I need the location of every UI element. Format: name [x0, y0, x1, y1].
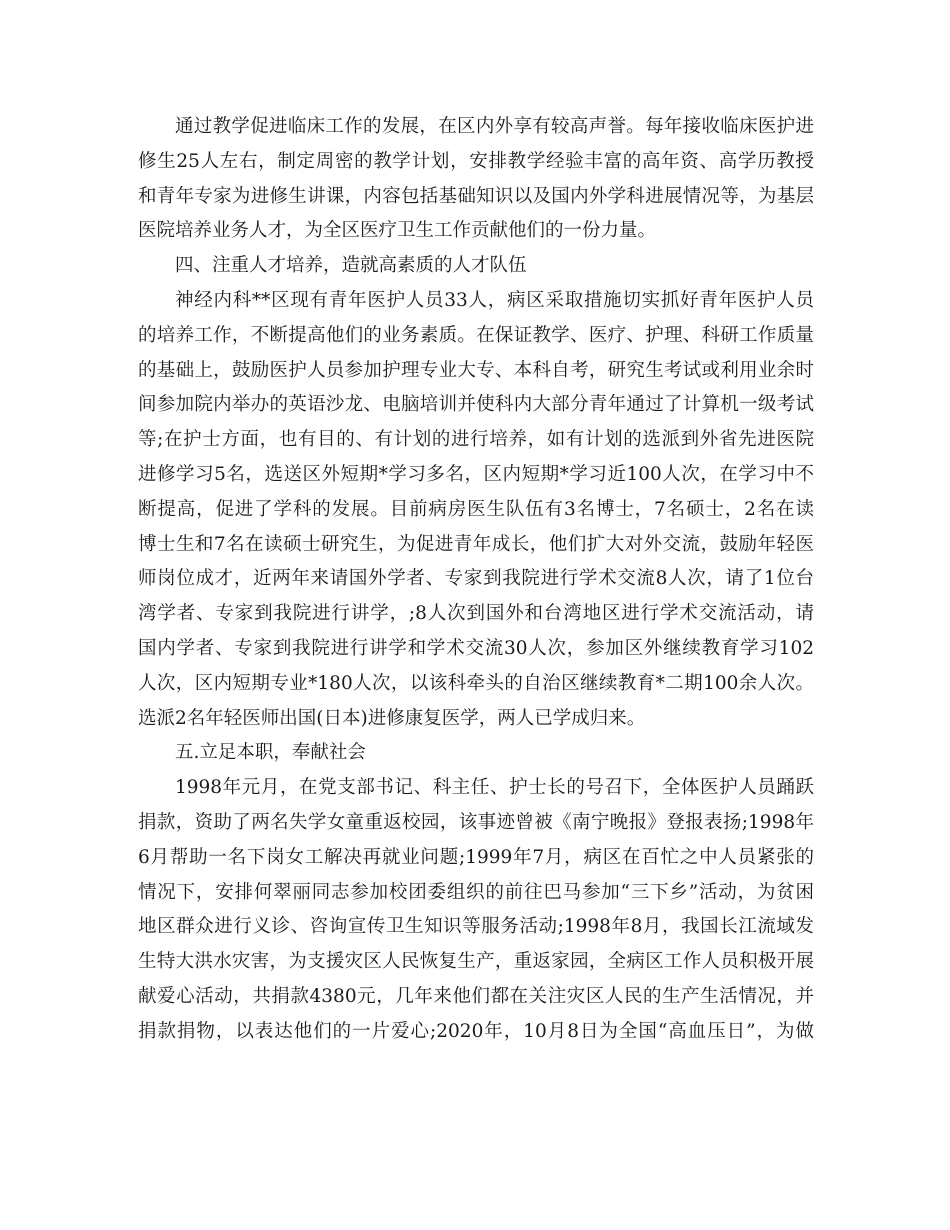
text-line: 进修学习5名，选送区外短期*学习多名，区内短期*学习近100人次，在学习中不: [138, 463, 814, 485]
text-line: 的培养工作，不断提高他们的业务素质。在保证教学、医疗、护理、科研工作质量: [138, 324, 814, 346]
paragraph: [138, 771, 814, 1049]
section-heading: [138, 736, 814, 771]
text-line: 人次，区内短期专业*180人次，以该科牵头的自治区继续教育*二期100余人次。: [138, 672, 814, 694]
text-line: 捐款，资助了两名失学女童重返校园，该事迹曾被《南宁晚报》登报表扬;1998年: [138, 811, 814, 833]
text-line: 湾学者、专家到我院进行讲学，;8人次到国外和台湾地区进行学术交流活动，请: [138, 603, 814, 625]
text-line: 通过教学促进临床工作的发展，在区内外享有较高声誉。每年接收临床医护进: [175, 116, 814, 137]
text-line: 地区群众进行义诊、咨询宣传卫生知识等服务活动;1998年8月，我国长江流域发: [138, 916, 814, 938]
text-line: 修生25人左右，制定周密的教学计划，安排教学经验丰富的高年资、高学历教授: [138, 150, 814, 172]
paragraph: [138, 110, 814, 249]
paragraph: [138, 284, 814, 736]
text-line: 情况下，安排何翠丽同志参加校团委组织的前往巴马参加“三下乡”活动，为贫困: [138, 881, 814, 903]
text-line: 选派2名年轻医师出国(日本)进修康复医学，两人已学成归来。: [138, 707, 646, 729]
text-line: 间参加院内举办的英语沙龙、电脑培训并使科内大部分青年通过了计算机一级考试: [138, 394, 814, 416]
text-line: 生特大洪水灾害，为支援灾区人民恢复生产，重返家园，全病区工作人员积极开展: [138, 951, 814, 973]
text-line: 献爱心活动，共捐款4380元，几年来他们都在关注灾区人民的生产生活情况，并: [138, 985, 814, 1007]
text-line: 国内学者、专家到我院进行讲学和学术交流30人次，参加区外继续教育学习102: [138, 637, 814, 659]
text-line: 博士生和7名在读硕士研究生，为促进青年成长，他们扩大对外交流，鼓励年轻医: [138, 533, 814, 555]
text-line: 师岗位成才，近两年来请国外学者、专家到我院进行学术交流8人次，请了1位台: [138, 568, 814, 590]
text-line: 五.立足本职，奉献社会: [175, 742, 366, 764]
text-line: 医院培养业务人才，为全区医疗卫生工作贡献他们的一份力量。: [138, 220, 657, 242]
text-line: 1998年元月，在党支部书记、科主任、护士长的号召下，全体医护人员踊跃: [175, 777, 814, 799]
text-line: 和青年专家为进修生讲课，内容包括基础知识以及国内外学科进展情况等，为基层: [138, 185, 814, 207]
section-heading: [138, 249, 814, 284]
text-line: 断提高，促进了学科的发展。目前病房医生队伍有3名博士，7名硕士，2名在读: [138, 498, 814, 520]
text-line: 6月帮助一名下岗女工解决再就业问题;1999年7月，病区在百忙之中人员紧张的: [138, 846, 814, 868]
text-line: 捐款捐物，以表达他们的一片爱心;2020年，10月8日为全国“高血压日”，为做: [138, 1020, 814, 1042]
text-line: 等;在护士方面，也有目的、有计划的进行培养，如有计划的选派到外省先进医院: [138, 429, 814, 451]
document-body: [138, 110, 814, 1050]
text-line: 的基础上，鼓励医护人员参加护理专业大专、本科自考，研究生考试或利用业余时: [138, 359, 814, 381]
text-line: 神经内科**区现有青年医护人员33人，病区采取措施切实抓好青年医护人员: [175, 289, 814, 311]
text-line: 四、注重人才培养，造就高素质的人才队伍: [175, 255, 527, 277]
